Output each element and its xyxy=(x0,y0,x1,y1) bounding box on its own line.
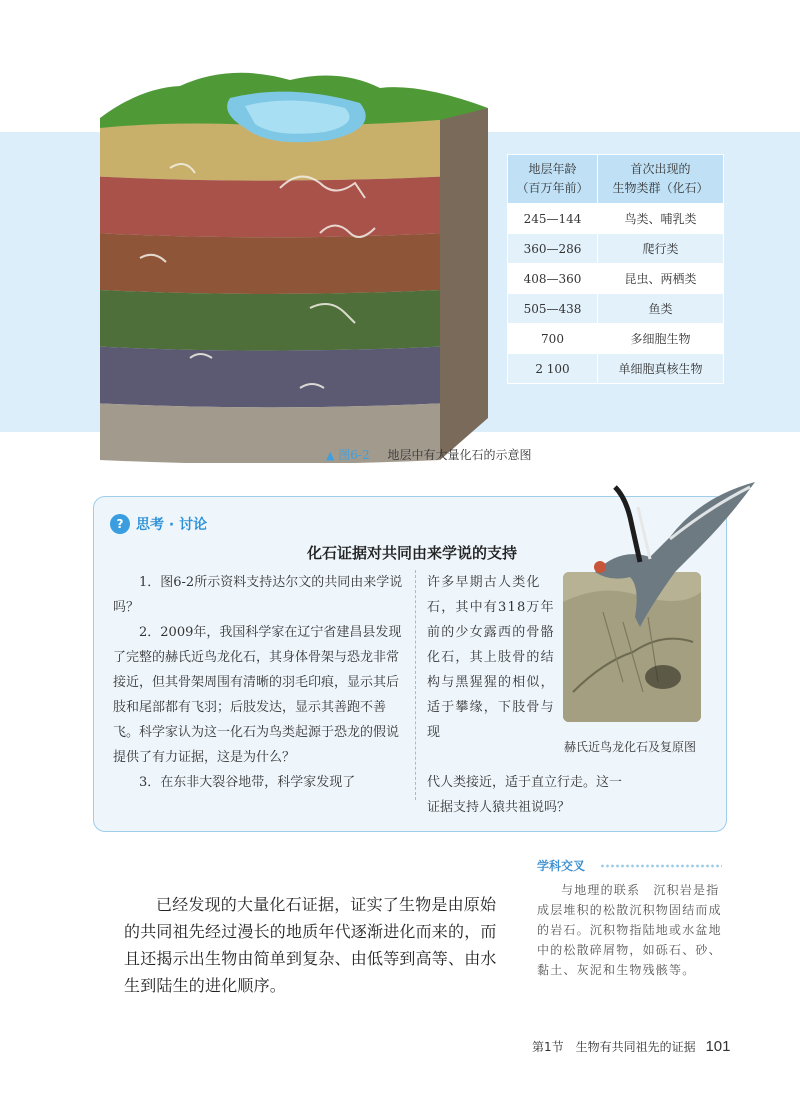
column-divider xyxy=(415,570,416,800)
question-column-left xyxy=(113,570,411,795)
question-3-end: 代人类接近，适于直立行走。这一证据支持人猿共祖说吗？ xyxy=(427,775,623,815)
photo-caption: 赫氏近鸟龙化石及复原图 xyxy=(564,740,697,754)
group-column-header: 首次出现的 生物类群（化石） xyxy=(598,155,724,204)
question-2: 2．2009年，我国科学家在辽宁省建昌县发现了完整的赫氏近鸟龙化石，其身体骨架与恐龙非常接近，但其骨架周围有清晰的羽毛印痕，显示其后肢和尾部都有飞羽；后肢发达，显示其善跑不善飞。科学家认为这一化石为鸟类起源于恐龙的假说提供了有力证据，这是为什么？ xyxy=(113,625,402,765)
think-discuss-subtitle: 化石证据对共同由来学说的支持 xyxy=(306,544,517,562)
table-row: 360—286 爬行类 xyxy=(508,234,724,264)
figure-caption xyxy=(326,446,531,463)
table-row: 408—360 昆虫、两栖类 xyxy=(508,264,724,294)
think-discuss-title: 思考 · 讨论 xyxy=(136,517,208,533)
think-discuss-header xyxy=(110,514,207,534)
page-footer xyxy=(532,1038,731,1055)
strata-age-table xyxy=(507,154,724,384)
stratum-layer xyxy=(100,290,440,351)
table-row: 245—144 鸟类、哺乳类 xyxy=(508,204,724,234)
table-row: 700 多细胞生物 xyxy=(508,324,724,354)
stratum-layer xyxy=(100,177,440,238)
question-3-start: 3．在东非大裂谷地带，科学家发现了 xyxy=(139,775,356,790)
question-3-continued: 许多早期古人类化石，其中有318万年前的少女露西的骨骼化石，其上肢骨的结构与黑猩猩的相似，适于攀缘，下肢骨与现 xyxy=(427,575,555,740)
triangle-icon: ▲ xyxy=(326,449,335,462)
lightbulb-icon: ? xyxy=(110,514,130,534)
dotted-divider xyxy=(600,864,722,868)
age-column-header: 地层年龄 （百万年前） xyxy=(508,155,598,204)
stratum-layer xyxy=(100,347,440,408)
question-1: 1．图6-2所示资料支持达尔文的共同由来学说吗？ xyxy=(113,575,403,615)
stratum-layer xyxy=(100,233,440,294)
section-title: 第1节 生物有共同祖先的证据 xyxy=(532,1040,696,1054)
figure-number: 图6-2 xyxy=(338,448,370,462)
anchiornis-reconstruction xyxy=(580,477,760,637)
main-paragraph: 已经发现的大量化石证据，证实了生物是由原始的共同祖先经过漫长的地质年代逐渐进化而来的，而且还揭示出生物由简单到复杂、由低等到高等、由水生到陆生的进化顺序。 xyxy=(124,895,497,995)
cross-subject-label: 学科交叉 xyxy=(537,859,586,873)
cross-subject-text: 与地理的联系 沉积岩是指成层堆积的松散沉积物固结而成的岩石。沉积物指陆地或水盆地中的松散碎屑物，如砾石、砂、黏土、灰泥和生物残骸等。 xyxy=(537,883,722,977)
strata-illustration xyxy=(80,58,500,463)
figure-caption-text: 地层中有大量化石的示意图 xyxy=(387,448,532,462)
table-row: 505—438 鱼类 xyxy=(508,294,724,324)
table-row: 2 100 单细胞真核生物 xyxy=(508,354,724,384)
page-number: 101 xyxy=(705,1038,731,1055)
